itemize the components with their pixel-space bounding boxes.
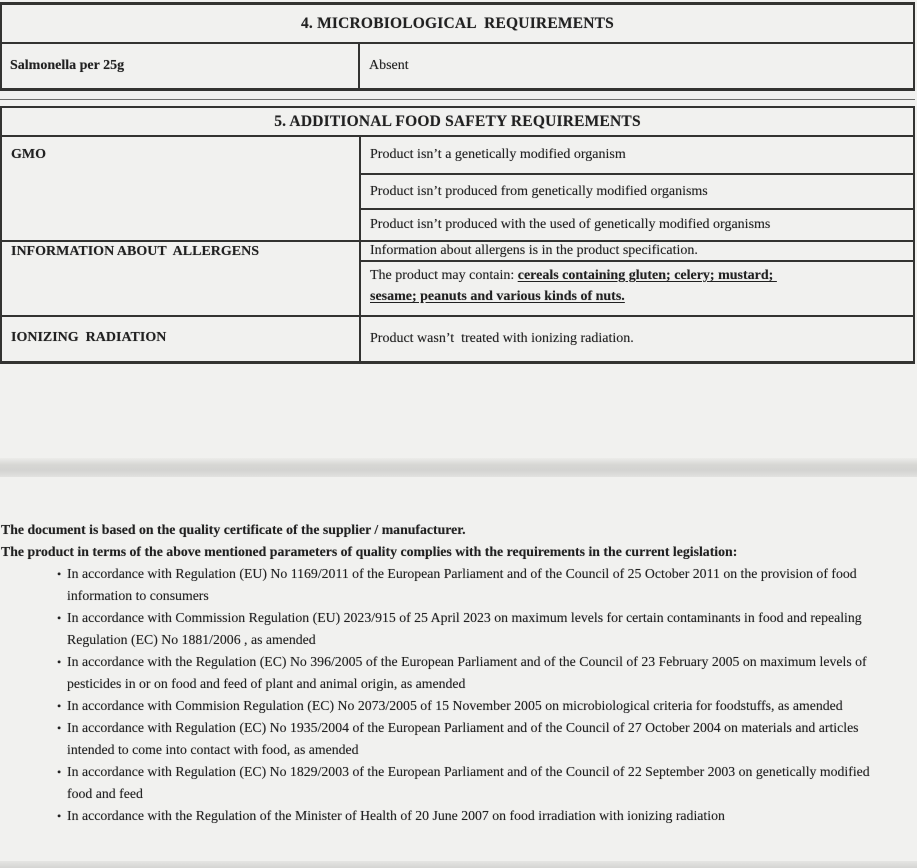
gmo-statement: Product isn’t produced with the used of genetically modified organisms	[370, 217, 771, 232]
additional-food-safety-table-body	[0, 106, 915, 364]
legal-bullet: • In accordance with Regulation (EU) No 1169/2011 of the European Parliament and of the Council of 25 October 2011 on the provision of food information to consumers	[1, 563, 887, 607]
parameter-value: Absent	[369, 58, 409, 73]
allergens-label: INFORMATION ABOUT ALLERGENS	[2, 242, 361, 315]
section5-header: 5. ADDITIONAL FOOD SAFETY REQUIREMENTS	[2, 108, 913, 137]
section4-header: 4. MICROBIOLOGICAL REQUIREMENTS	[2, 5, 913, 44]
gmo-statement: Product isn’t produced from genetically modified organisms	[361, 175, 913, 210]
legal-bullet: • In accordance with Regulation (EC) No 1935/2004 of the European Parliament and of the Council of 27 October 2004 on materials and articles intended to come into contact with food, as amended	[1, 717, 887, 761]
ionizing-radiation-values	[361, 317, 913, 361]
allergens-row-group	[2, 242, 913, 317]
allergens-statement: Information about allergens is in the product specification.	[361, 242, 913, 262]
table-top-rule	[0, 99, 915, 100]
allergens-may-contain-cell	[361, 262, 913, 315]
ionizing-radiation-statement: Product wasn’t treated with ionizing radiation.	[370, 331, 634, 346]
legal-intro-line2: The product in terms of the above mentioned parameters of quality complies with the requirements in the current legislation:	[1, 544, 738, 559]
allergens-values	[361, 242, 913, 315]
legal-intro-line1: The document is based on the quality certificate of the supplier / manufacturer.	[1, 522, 466, 537]
gmo-row-group	[2, 137, 913, 242]
legal-bullet-list	[1, 563, 887, 827]
allergen-list-line1: cereals containing gluten; celery; mustard;	[517, 268, 777, 283]
parameter-label: Salmonella per 25g	[2, 44, 360, 88]
legal-bullet: • In accordance with the Regulation (EC) No 396/2005 of the European Parliament and of the Council of 23 February 2005 on maximum levels of pesticides in or on food and feed of plant and animal origin, as amended	[1, 651, 887, 695]
gmo-values	[361, 137, 913, 240]
gmo-statement: Product isn’t a genetically modified organism	[361, 137, 913, 175]
ionizing-radiation-label: IONIZING RADIATION	[2, 317, 361, 361]
microbiological-requirements-table	[0, 2, 915, 91]
additional-food-safety-table	[0, 99, 915, 364]
legal-bullet: • In accordance with Commission Regulation (EU) 2023/915 of 25 April 2023 on maximum levels for certain contaminants in food and repealing Regulation (EC) No 1881/2006 , as amended	[1, 607, 887, 651]
legal-bullet: • In accordance with Commision Regulation (EC) No 2073/2005 of 15 November 2005 on microbiological criteria for foodstuffs, as amended	[1, 695, 887, 717]
table-row	[2, 44, 913, 88]
gmo-label: GMO	[2, 137, 361, 240]
ionizing-radiation-row-group	[2, 317, 913, 361]
page-separator-band	[0, 458, 917, 477]
legal-bullet: • In accordance with Regulation (EC) No 1829/2003 of the European Parliament and of the Council of 22 September 2003 on genetically modified food and feed	[1, 761, 887, 805]
legal-compliance-block	[0, 519, 887, 827]
legal-bullet: • In accordance with the Regulation of the Minister of Health of 20 June 2007 on food irradiation with ionizing radiation	[1, 805, 887, 827]
may-contain-prefix: The product may contain:	[370, 268, 518, 283]
bottom-separator-band	[0, 861, 917, 868]
allergen-list-line2: sesame; peanuts and various kinds of nuts.	[370, 289, 625, 304]
